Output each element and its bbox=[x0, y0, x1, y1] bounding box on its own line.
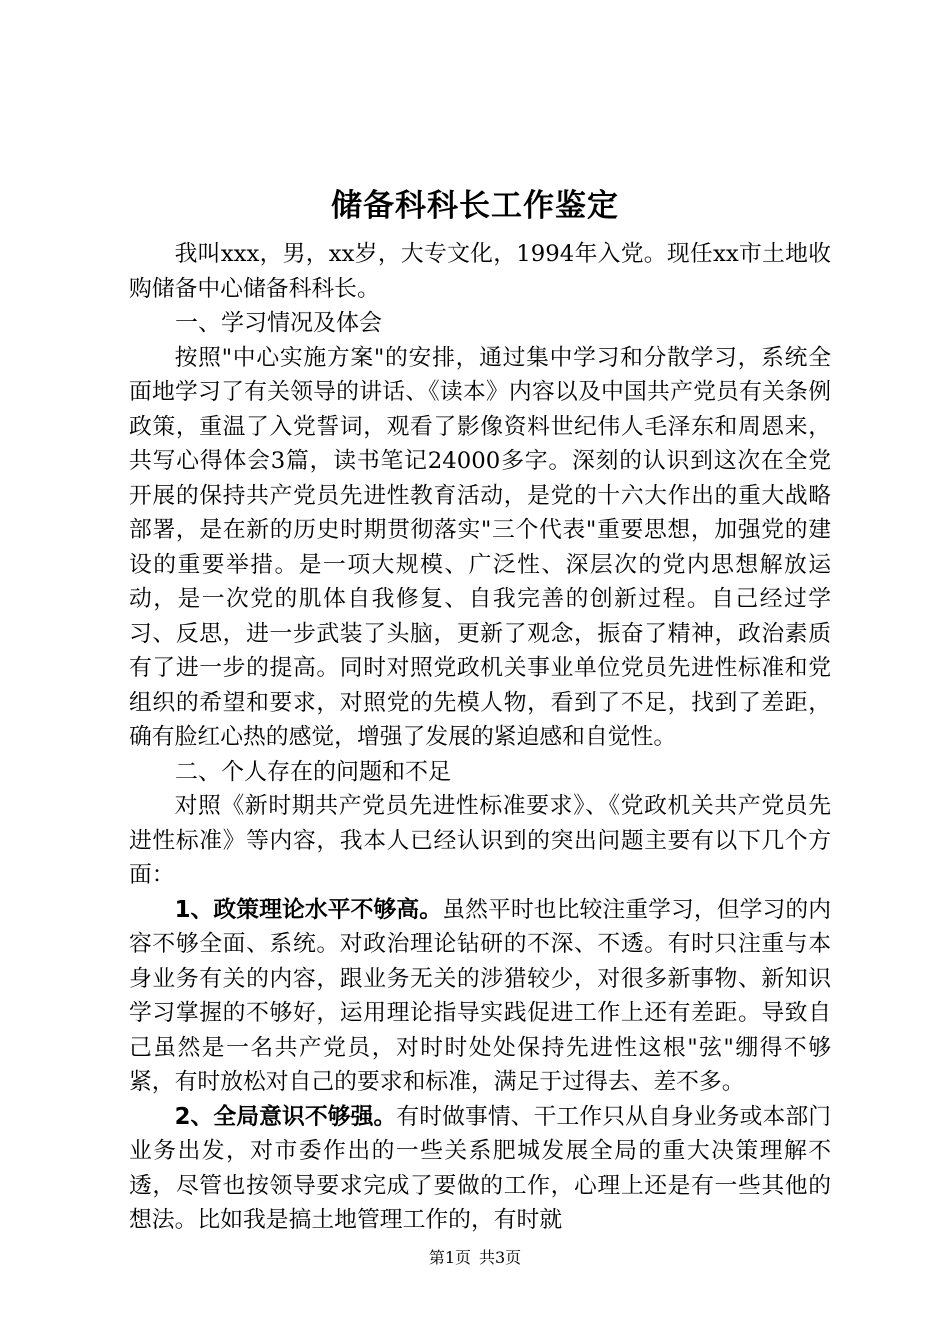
problems-intro-paragraph: 对照《新时期共产党员先进性标准要求》、《党政机关共产党员先进性标准》等内容，我本人已经认识到的突出问题主要有以下几个方面： bbox=[129, 793, 831, 888]
section-heading-study: 一、学习情况及体会 bbox=[175, 310, 382, 336]
page-footer bbox=[0, 1246, 950, 1270]
section-heading-problems: 二、个人存在的问题和不足 bbox=[175, 758, 451, 785]
page-number-current: 第1页 bbox=[428, 1248, 471, 1267]
problem-point-1 bbox=[129, 893, 831, 1100]
study-paragraph: 按照"中心实施方案"的安排，通过集中学习和分散学习，系统全面地学习了有关领导的讲话、《读本》内容以及中国共产党员有关条例政策，重温了入党誓词，观看了影像资料世纪伟人毛泽东和周恩来，共写心得体会3篇，读书笔记24000多字。深刻的认识到这次在全党开展的保持共产党员先进性教育活动，是党的十六大作出的重大战略部署，是在新的历史时期贯彻落实"三个代表"重要思想，加强党的建设的重要举措。是一项大规模、广泛性、深层次的党内思想解放运动，是一次党的肌体自我修复、自我完善的创新过程。自己经过学习、反思，进一步武装了头脑，更新了观念，振奋了精神，政治素质有了进一步的提高。同时对照党政机关事业单位党员先进性标准和党组织的希望和要求，对照党的先模人物，看到了不足，找到了差距，确有脸红心热的感觉，增强了发展的紧迫感和自觉性。 bbox=[129, 344, 831, 750]
problem-point-1-lead: 1、政策理论水平不够高。 bbox=[174, 896, 443, 923]
problem-point-2-text: 有时做事情、干工作只从自身业务或本部门业务出发，对市委作出的一些关系肥城发展全局的重大决策理解不透，尽管也按领导要求完成了要做的工作，心理上还是有一些其他的想法。比如我是搞土地管理工作的，有时就 bbox=[129, 1103, 831, 1233]
document-title: 储备科科长工作鉴定 bbox=[331, 188, 619, 224]
page-number-total: 共3页 bbox=[479, 1248, 522, 1267]
problem-point-2-lead: 2、全局意识不够强。 bbox=[174, 1103, 397, 1130]
problem-point-2 bbox=[129, 1100, 831, 1238]
intro-paragraph: 我叫xxx，男，xx岁，大专文化，1994年入党。现任xx市土地收购储备中心储备科科长。 bbox=[129, 241, 831, 302]
document-body bbox=[129, 237, 831, 1238]
problem-point-1-text: 虽然平时也比较注重学习，但学习的内容不够全面、系统。对政治理论钻研的不深、不透。有时只注重与本身业务有关的内容，跟业务无关的涉猎较少，对很多新事物、新知识学习掌握的不够好，运用理论指导实践促进工作上还有差距。导致自己虽然是一名共产党员，对时时处处保持先进性这根"弦"绷得不够紧，有时放松对自己的要求和标准，满足于过得去、差不多。 bbox=[129, 896, 832, 1095]
